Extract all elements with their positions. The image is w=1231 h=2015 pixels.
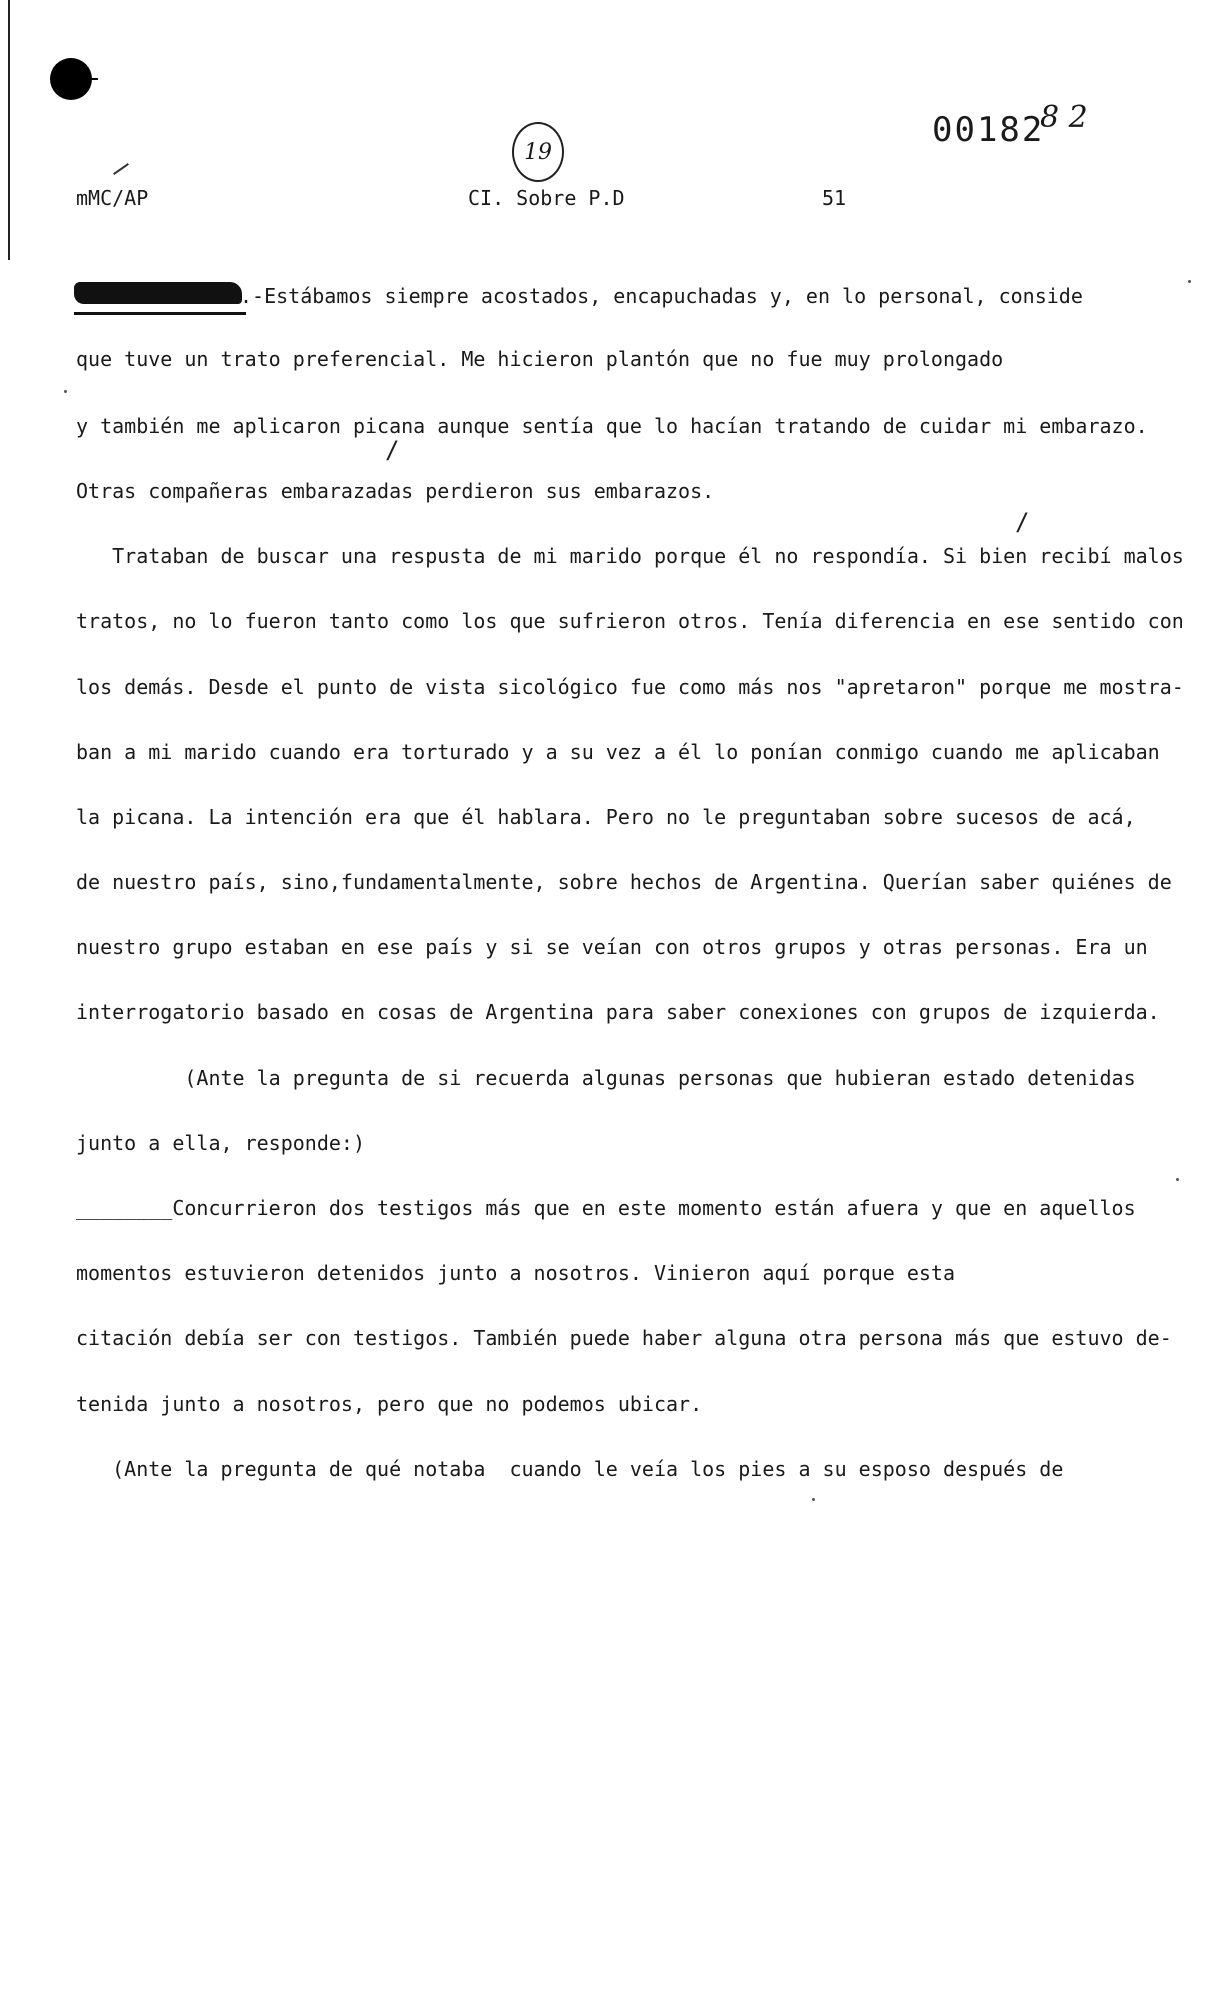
scan-speck [812,1498,815,1501]
document-number-handwritten: 8 2 [1040,100,1088,135]
body-line-12: interrogatorio basado en cosas de Argentina para saber conexiones con grupos de izquierda. [76,1000,1160,1024]
body-line-17: citación debía ser con testigos. También puede haber alguna otra persona más que estuvo de- [76,1326,1172,1350]
redaction-mark [74,282,242,304]
page-edge-line [8,0,10,260]
document-number: 00182 [932,110,1045,150]
scan-speck [1176,1178,1179,1181]
body-line-4: Otras compañeras embarazadas perdieron sus embarazos. [76,479,715,503]
body-line-18: tenida junto a nosotros, pero que no podemos ubicar. [76,1392,703,1416]
body-line-10: de nuestro país, sino,fundamentalmente, sobre hechos de Argentina. Querían saber quiénes de [76,870,1172,894]
body-line-11: nuestro grupo estaban en ese país y si se veían con otros grupos y otras personas. Era un [76,935,1148,959]
body-line-19: (Ante la pregunta de qué notaba cuando le veía los pies a su esposo después de [76,1457,1064,1481]
body-line-16: momentos estuvieron detenidos junto a nosotros. Vinieron aquí porque esta [76,1261,955,1285]
body-line-5: Trataban de buscar una respusta de mi marido porque él no respondía. Si bien recibí malos [76,544,1184,568]
body-line-13: (Ante la pregunta de si recuerda algunas personas que hubieran estado detenidas [76,1066,1136,1090]
body-line-8: ban a mi marido cuando era torturado y a su vez a él lo ponían conmigo cuando me aplicaban [76,740,1160,764]
body-line-14: junto a ella, responde:) [76,1131,365,1155]
body-line-1: .-Estábamos siempre acostados, encapuchadas y, en lo personal, conside [240,284,1083,308]
handwritten-slash: / [1015,508,1030,536]
circled-page-number: 19 [512,122,564,182]
header-center: CI. Sobre P.D [468,186,625,210]
header-page-number: 51 [822,186,847,210]
body-line-3: y también me aplicaron picana aunque sentía que lo hacían tratando de cuidar mi embarazo. [76,414,1148,438]
handwritten-slash: / [385,436,400,464]
scan-speck [1188,280,1191,283]
body-line-6: tratos, no lo fueron tanto como los que sufrieron otros. Tenía diferencia en ese sentido con [76,609,1184,633]
redaction-underline [74,312,246,315]
body-line-15: ________Concurrieron dos testigos más que en este momento están afuera y que en aquellos [76,1196,1136,1220]
scan-speck [64,390,67,393]
body-line-9: la picana. La intención era que él hablara. Pero no le preguntaban sobre sucesos de acá, [76,805,1136,829]
body-line-2: que tuve un trato preferencial. Me hicieron plantón que no fue muy prolongado [76,347,1004,371]
header-left: mMC/AP [76,186,149,210]
header-tick-mark [113,163,129,175]
punch-hole-tail [86,78,98,80]
body-line-7: los demás. Desde el punto de vista sicológico fue como más nos "apretaron" porque me mostra- [76,675,1184,699]
